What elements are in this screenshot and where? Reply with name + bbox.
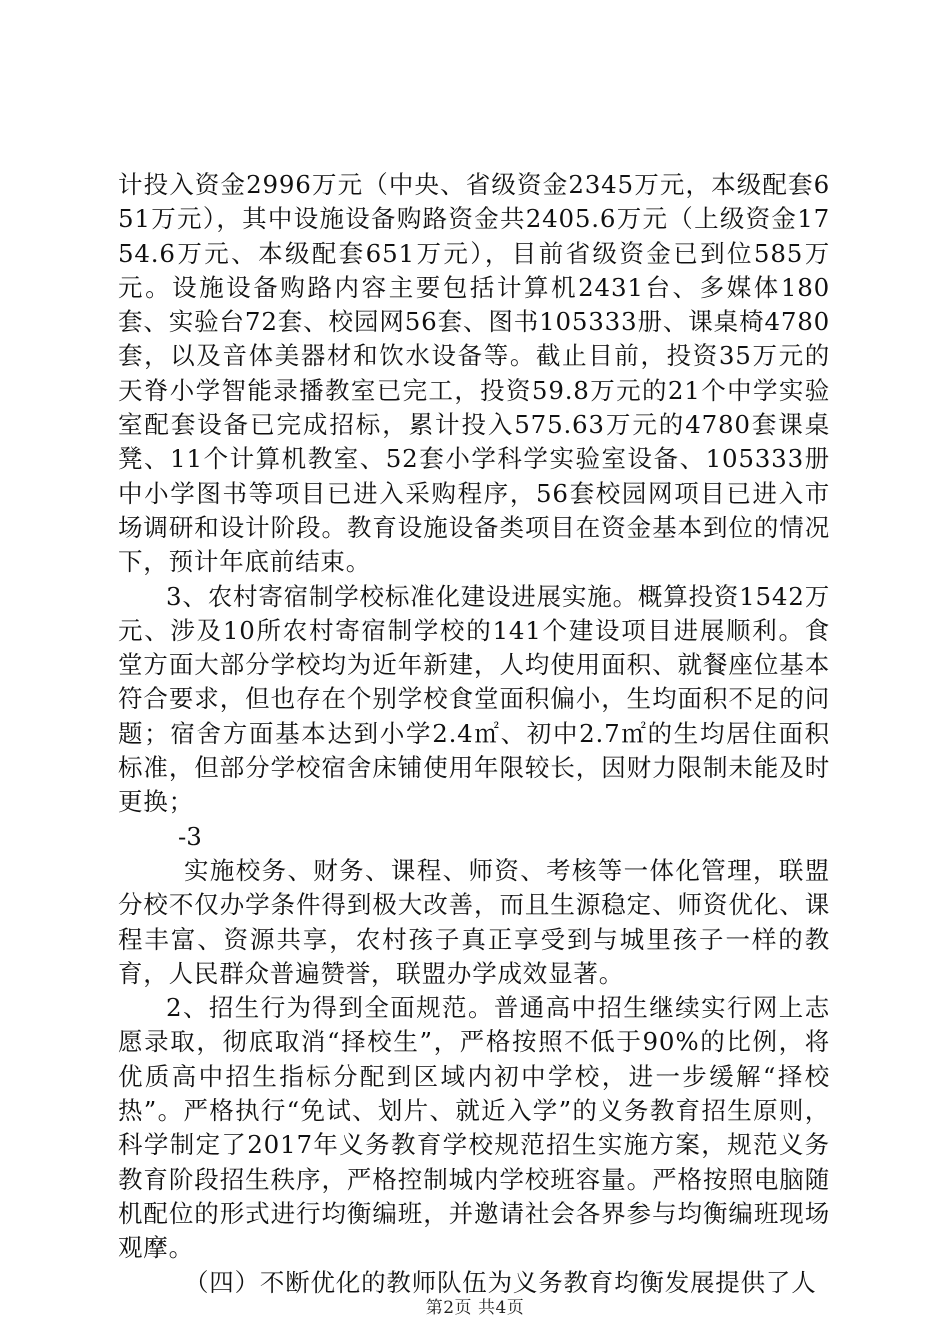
paragraph-alliance-management: 实施校务、财务、课程、师资、考核等一体化管理，联盟分校不仅办学条件得到极大改善，而且生源稳定、师资优化、课程丰富、资源共享，农村孩子真正享受到与城里孩子一样的教育，人民群众普遍赞誉，联盟办学成效显著。 — [118, 855, 830, 988]
paragraph-teacher-team-heading: （四）不断优化的教师队伍为义务教育均衡发展提供了人 — [184, 1267, 817, 1297]
document-body — [118, 168, 830, 1300]
page-marker: -3 — [178, 821, 202, 851]
paragraph-funding-details: 计投入资金2996万元（中央、省级资金2345万元，本级配套651万元），其中设施设备购路资金共2405.6万元（上级资金1754.6万元、本级配套651万元），目前省级资金已到位585万元。设施设备购路内容主要包括计算机2431台、多媒体180套、实验台72套、校园网56套、图书105333册、课桌椅4780套，以及音体美器材和饮水设备等。截止目前，投资35万元的天脊小学智能录播教室已完工，投资59.8万元的21个中学实验室配套设备已完成招标，累计投入575.63万元的4780套课桌凳、11个计算机教室、52套小学科学实验室设备、105333册中小学图书等项目已进入采购程序，56套校园网项目已进入市场调研和设计阶段。教育设施设备类项目在资金基本到位的情况下，预计年底前结束。 — [118, 170, 830, 577]
paragraph-enrollment-standards: 2、招生行为得到全面规范。普通高中招生继续实行网上志愿录取，彻底取消“择校生”，严格按照不低于90%的比例，将优质高中招生指标分配到区域内初中学校，进一步缓解“择校热”。严格执行“免试、划片、就近入学”的义务教育招生原则，科学制定了2017年义务教育学校规范招生实施方案，规范义务教育阶段招生秩序，严格控制城内学校班容量。严格按照电脑随机配位的形式进行均衡编班，并邀请社会各界参与均衡编班现场观摩。 — [118, 993, 830, 1263]
page-footer: 第2页 共4页 — [425, 1298, 525, 1318]
paragraph-boarding-schools: 3、农村寄宿制学校标准化建设进展实施。概算投资1542万元、涉及10所农村寄宿制学校的141个建设项目进展顺利。食堂方面大部分学校均为近年新建，人均使用面积、就餐座位基本符合要求，但也存在个别学校食堂面积偏小，生均面积不足的问题；宿舍方面基本达到小学2.4㎡、初中2.7㎡的生均居住面积标准，但部分学校宿舍床铺使用年限较长，因财力限制未能及时更换； — [118, 581, 830, 817]
